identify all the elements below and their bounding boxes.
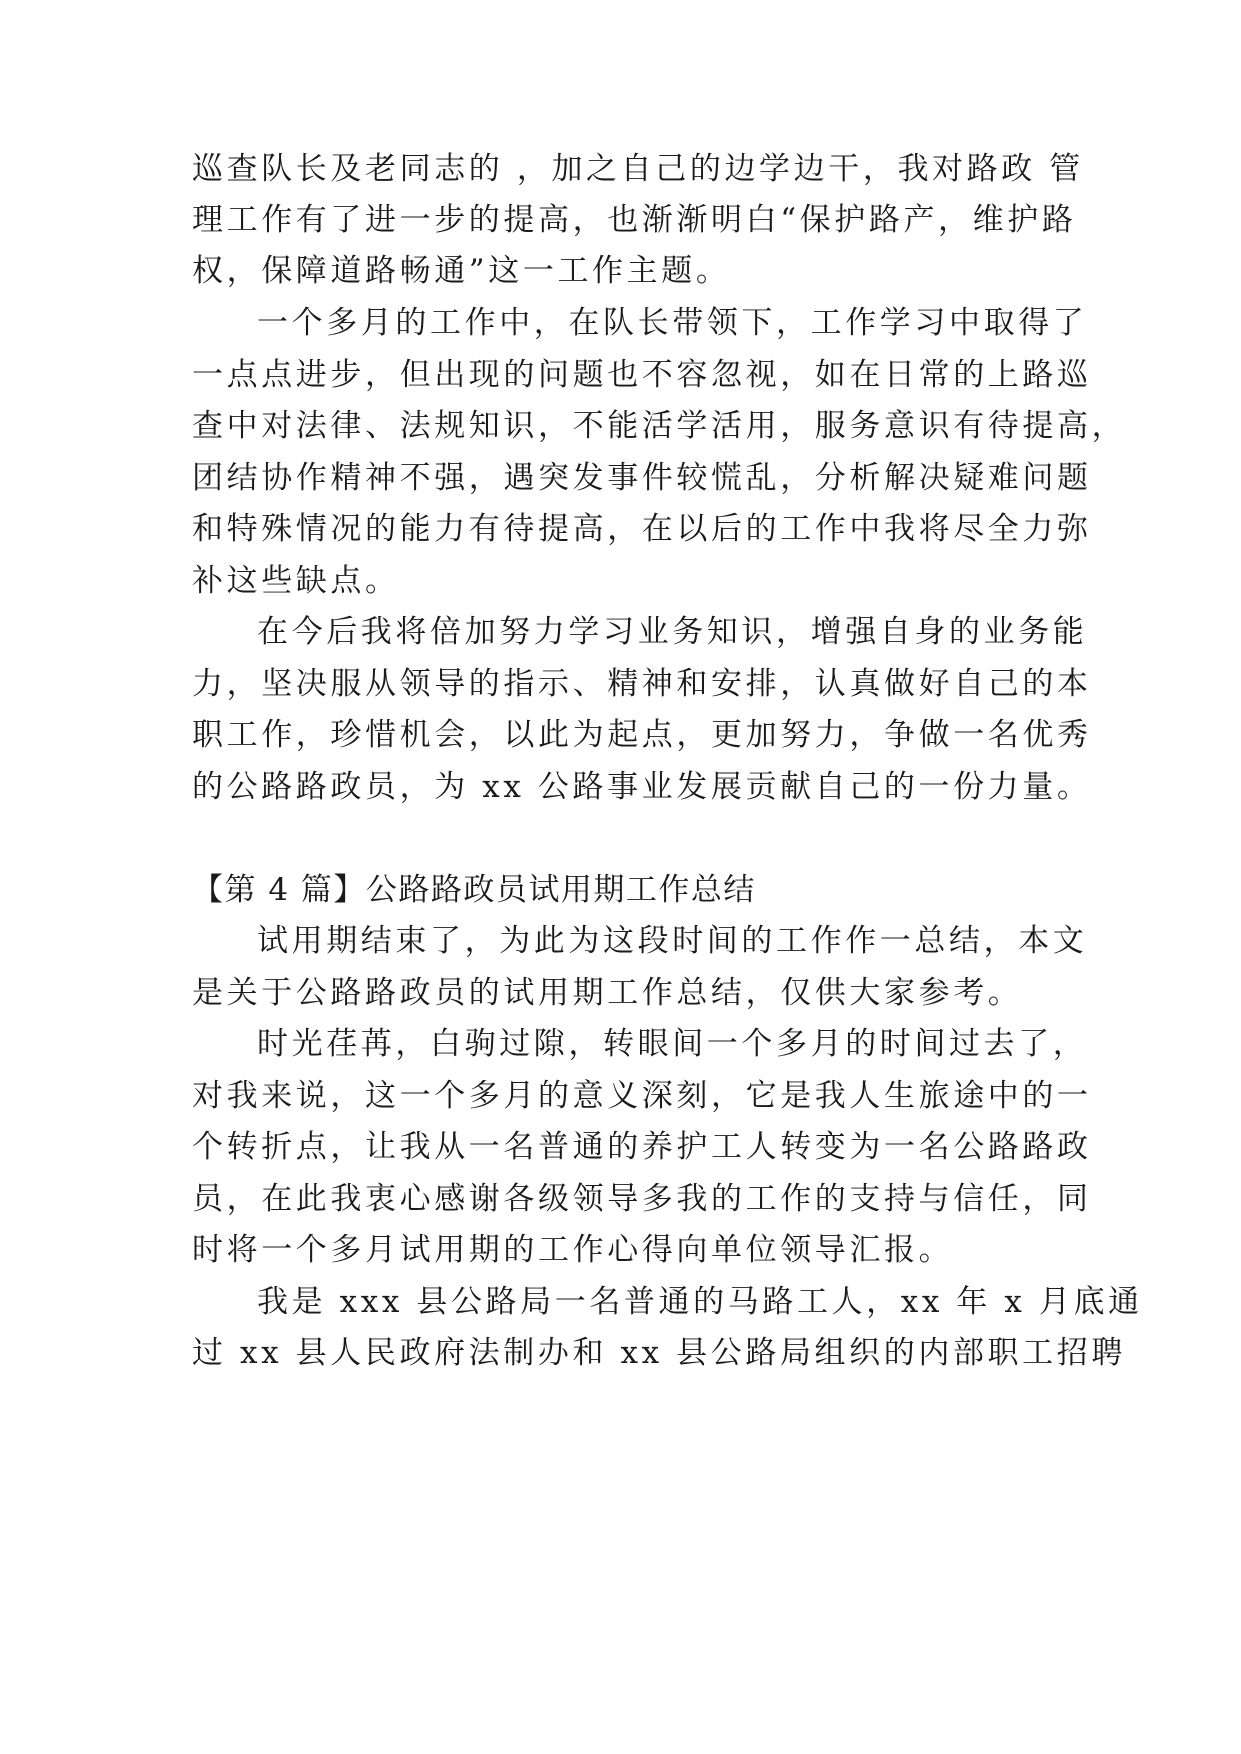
- text-line: 一点点进步，但出现的问题也不容忽视，如在日常的上路巡: [192, 357, 1092, 393]
- text-line: 一个多月的工作中，在队长带领下，工作学习中取得了: [257, 305, 1088, 341]
- text-line: 对我来说，这一个多月的意义深刻，它是我人生旅途中的一: [192, 1078, 1092, 1114]
- text-line: 我是 xxx 县公路局一名普通的马路工人，xx 年 x 月底通: [257, 1284, 1143, 1320]
- text-line: 巡查队长及老同志的 ，加之自己的边学边干，我对路政 管: [192, 151, 1084, 187]
- text-line: 时光荏苒，白驹过隙，转眼间一个多月的时间过去了，: [257, 1026, 1088, 1062]
- text-line: 团结协作精神不强，遇突发事件较慌乱，分析解决疑难问题: [192, 460, 1092, 496]
- text-line: 试用期结束了，为此为这段时间的工作作一总结，本文: [257, 923, 1088, 959]
- text-line: 职工作，珍惜机会，以此为起点，更加努力，争做一名优秀: [192, 717, 1092, 753]
- text-line: 补这些缺点。: [192, 563, 400, 599]
- text-line: 时将一个多月试用期的工作心得向单位领导汇报。: [192, 1232, 954, 1268]
- section-heading: 【第 4 篇】公路路政员试用期工作总结: [192, 872, 756, 908]
- text-line: 的公路路政员，为 xx 公路事业发展贡献自己的一份力量。: [192, 769, 1092, 805]
- text-line: 过 xx 县人民政府法制办和 xx 县公路局组织的内部职工招聘: [192, 1335, 1126, 1371]
- text-line: 员，在此我衷心感谢各级领导多我的工作的支持与信任，同: [192, 1181, 1092, 1217]
- text-line: 在今后我将倍加努力学习业务知识，增强自身的业务能: [257, 614, 1088, 650]
- text-line: 力，坚决服从领导的指示、精神和安排，认真做好自己的本: [192, 666, 1092, 702]
- text-line: 个转折点，让我从一名普通的养护工人转变为一名公路路政: [192, 1129, 1092, 1165]
- text-line: 查中对法律、法规知识，不能活学活用，服务意识有待提高，: [192, 408, 1127, 444]
- text-line: 和特殊情况的能力有待提高，在以后的工作中我将尽全力弥: [192, 511, 1092, 547]
- text-line: 是关于公路路政员的试用期工作总结，仅供大家参考。: [192, 975, 1023, 1011]
- text-line: 理工作有了进一步的提高，也渐渐明白“保护路产，维护路: [192, 202, 1077, 238]
- text-line: 权，保障道路畅通”这一工作主题。: [192, 253, 731, 289]
